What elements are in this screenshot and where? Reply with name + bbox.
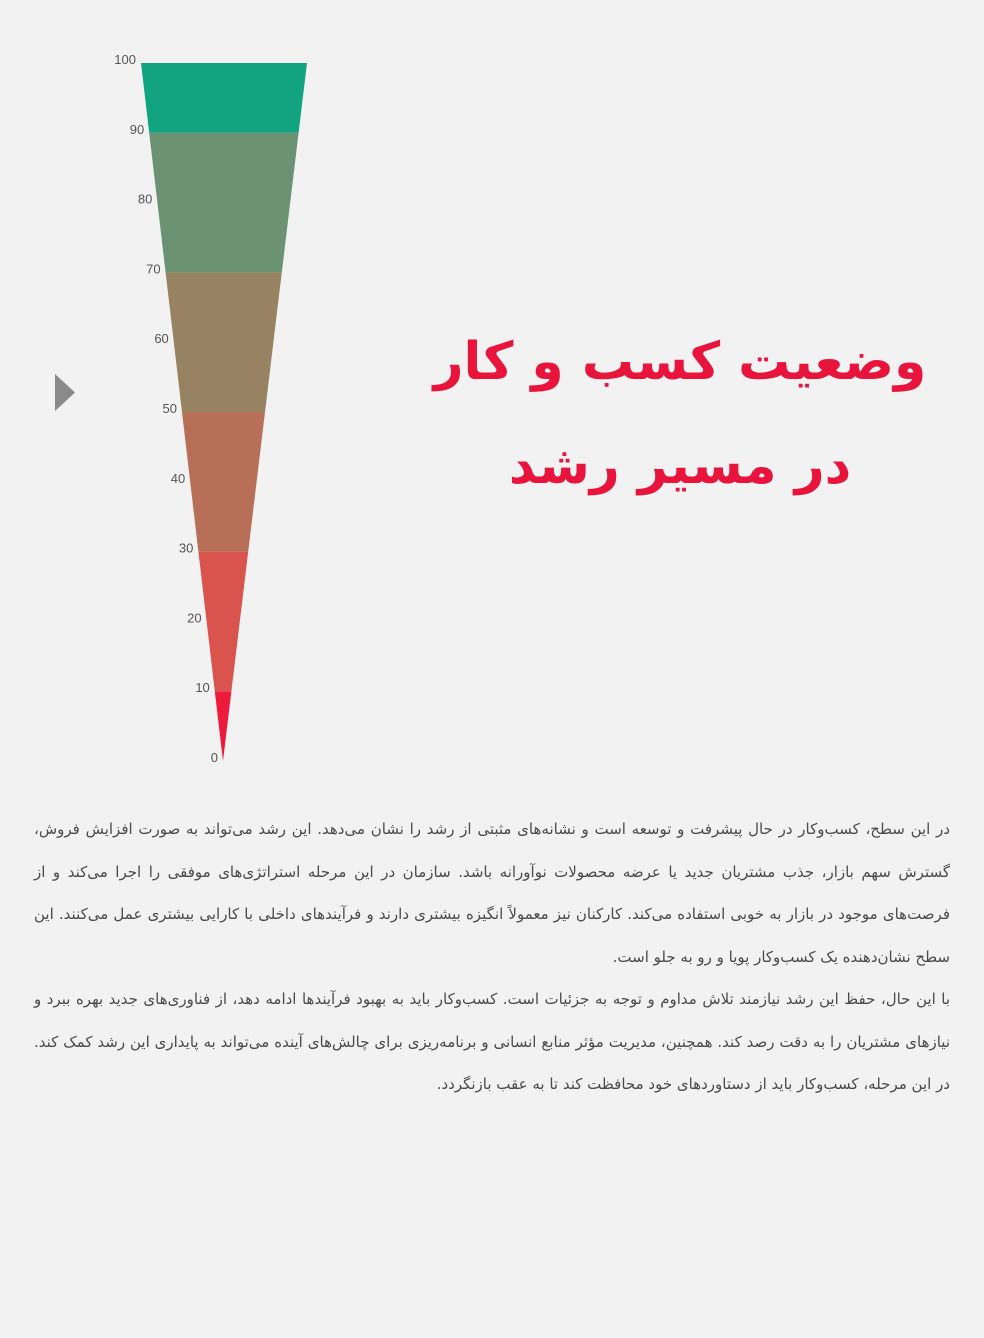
tick-label: 80	[137, 191, 153, 207]
play-triangle-icon[interactable]	[55, 374, 75, 411]
gauge-segment-3	[166, 272, 282, 412]
tick-label: 40	[170, 470, 186, 486]
tick-label: 30	[178, 540, 194, 556]
tick-label: 100	[114, 52, 136, 67]
paragraph-2: با این حال، حفظ این رشد نیازمند تلاش مداوم و توجه به جزئیات است. کسب‌وکار باید به بهبود فرآیندها ادامه دهد، از فناوری‌های جدید بهره ببرد و نیازهای مشتریان را به دقت رصد کند. همچنین، مدیریت مؤثر منابع انسانی و برنامه‌ریزی برای چالش‌های آینده می‌تواند به پایداری این رشد کمک کند. در این مرحله، کسب‌وکار باید از دستاوردهای خود محافظت کند تا به عقب بازنگردد.	[34, 990, 950, 1093]
tick-label: 60	[154, 331, 169, 347]
gauge-segment-5	[141, 63, 307, 133]
title-line-2: در مسیر رشد	[508, 436, 852, 496]
tick-label: 70	[146, 261, 161, 277]
title-line-1: وضعیت کسب و کار	[433, 332, 927, 392]
tick-label: 50	[162, 401, 177, 416]
page-title	[420, 310, 940, 518]
tick-label: 0	[210, 750, 218, 765]
description	[34, 808, 950, 1106]
gauge-segment-4	[149, 133, 298, 273]
gauge-segment-2	[182, 412, 265, 552]
tick-label: 10	[195, 680, 210, 696]
tick-label: 90	[129, 121, 145, 137]
tick-label: 20	[187, 610, 202, 626]
gauge-segment-1	[198, 552, 248, 692]
paragraph-1: در این سطح، کسب‌وکار در حال پیشرفت و توسعه است و نشانه‌های مثبتی از رشد را نشان می‌دهد. این رشد می‌تواند به صورت افزایش فروش، گسترش سهم بازار، جذب مشتریان جدید یا عرضه محصولات نوآورانه باشد. سازمان در این مرحله استراتژی‌های موفقی را اجرا می‌کند و از فرصت‌های موجود در بازار به خوبی استفاده می‌کند. کارکنان نیز معمولاً انگیزه بیشتری دارند و فرآیندهای داخلی با کارایی بیشتری عمل می‌کنند. این سطح نشان‌دهنده یک کسب‌وکار پویا و رو به جلو است.	[34, 820, 950, 966]
